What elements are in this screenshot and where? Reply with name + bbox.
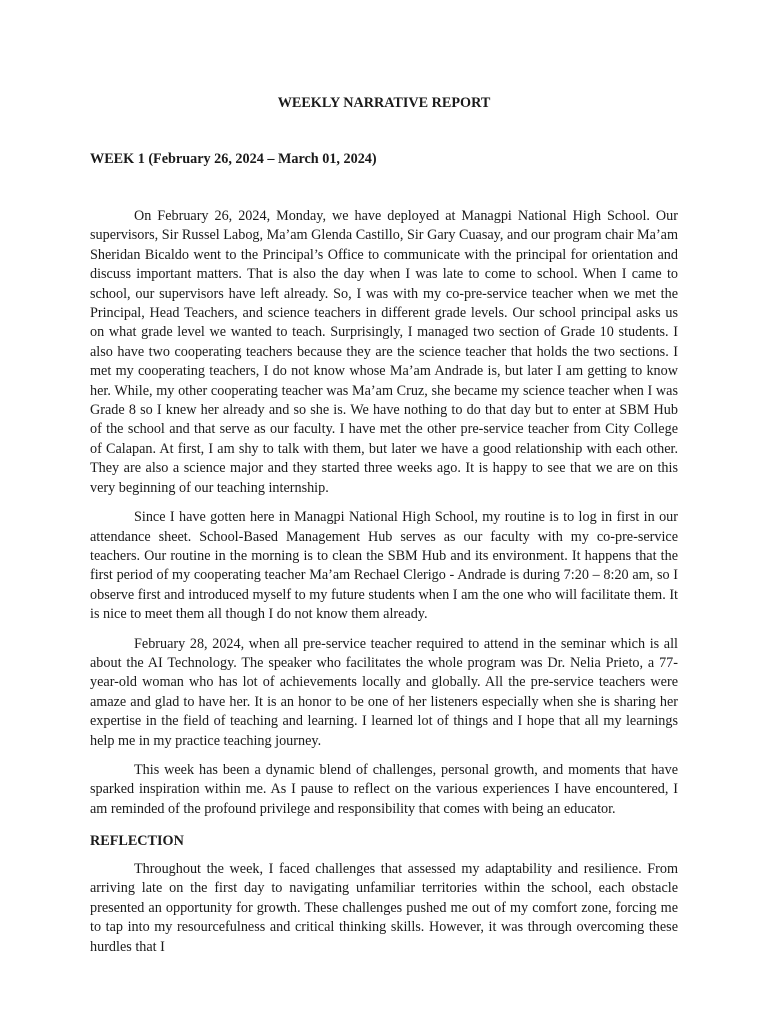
- narrative-paragraph: February 28, 2024, when all pre-service teacher required to attend in the seminar which is all about the AI Technology. The speaker who facilitates the whole program was Dr. Nelia Prieto, a 77-year-old woman who has lot of achievements locally and globally. All the pre-service teachers were amaze and glad to have her. It is an honor to be one of her listeners especially when she is sharing her expertise in the field of teaching and learning. I learned lot of things and I hope that all my learnings help me in my practice teaching journey.: [90, 635, 678, 749]
- reflection-paragraph: Throughout the week, I faced challenges that assessed my adaptability and resilience. From arriving late on the first day to navigating unfamiliar territories within the school, each obstacle presented an opportunity for growth. These challenges pushed me out of my comfort zone, forcing me to tap into my resourcefulness and critical thinking skills. However, it was through overcoming these hurdles that I: [90, 861, 678, 955]
- narrative-paragraph: This week has been a dynamic blend of challenges, personal growth, and moments that have sparked inspiration within me. As I pause to reflect on the various experiences I have encountered, I am reminded of the profound privilege and responsibility that comes with being an educator.: [90, 761, 678, 817]
- narrative-paragraph: On February 26, 2024, Monday, we have deployed at Managpi National High School. Our supervisors, Sir Russel Labog, Ma’am Glenda Castillo, Sir Gary Cuasay, and our program chair Ma’am Sheridan Bicaldo went to the Principal’s Office to communicate with the principal for orientation and discuss important matters. That is also the day when I was late to come to school. When I came to school, our supervisors have left already. So, I was with my co-pre-service teacher when we met the Principal, Head Teachers, and science teachers in different grade levels. Our school principal asks us on what grade level we wanted to teach. Surprisingly, I managed two section of Grade 10 students. I also have two cooperating teachers because they are the science teacher that holds the two sections. I met my cooperating teachers, I do not know whose Ma’am Andrade is, but later I am getting to know her. While, my other cooperating teacher was Ma’am Cruz, she became my science teacher when I was Grade 8 so I knew her already and so she is. We have nothing to do that day but to enter at SBM Hub of the school and that serve as our faculty. I have met the other pre-service teacher from City College of Calapan. At first, I am shy to talk with them, but later we have a good relationship with each other. They are also a science major and they started three weeks ago. It is happy to see that we are on this very beginning of our teaching internship.: [90, 208, 678, 496]
- narrative-paragraph: Since I have gotten here in Managpi National High School, my routine is to log in first in our attendance sheet. School-Based Management Hub serves as our faculty with my co-pre-service teachers. Our routine in the morning is to clean the SBM Hub and its environment. It happens that the first period of my cooperating teacher Ma’am Rechael Clerigo - Andrade is during 7:20 – 8:20 am, so I observe first and introduced myself to my future students when I am the one who will facilitate them. It is nice to meet them all though I do not know them already.: [90, 509, 678, 623]
- narrative-body: [90, 207, 678, 829]
- reflection-heading: REFLECTION: [90, 833, 184, 849]
- week-heading: WEEK 1 (February 26, 2024 – March 01, 2024): [90, 151, 377, 167]
- document-title: WEEKLY NARRATIVE REPORT: [277, 95, 491, 111]
- reflection-body: [90, 860, 678, 967]
